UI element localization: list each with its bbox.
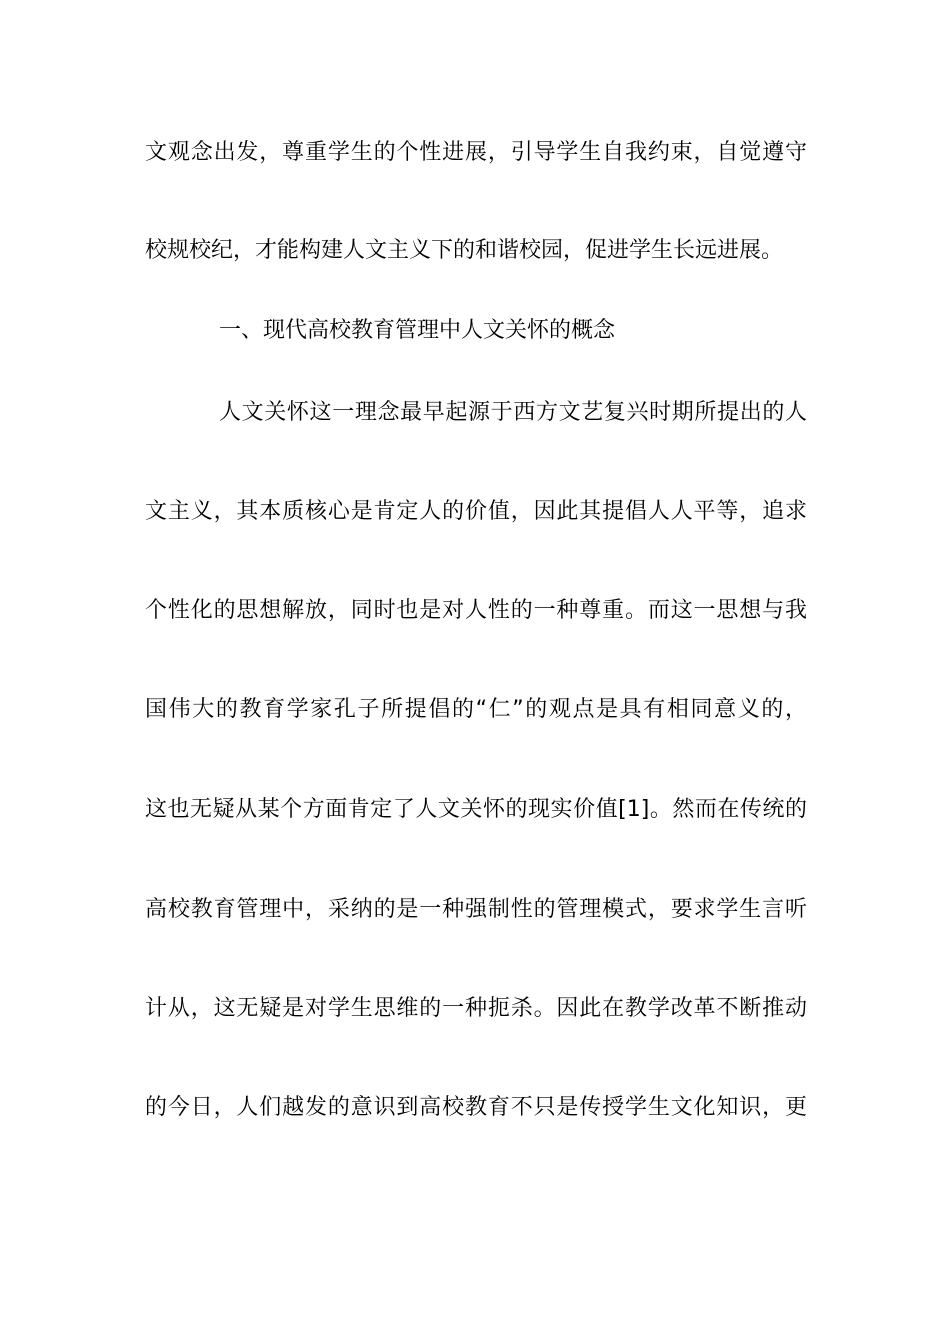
paragraph-line-8: 高校教育管理中，采纳的是一种强制性的管理模式，要求学生言听 [145,897,807,922]
paragraph-line-2: 校规校纪，才能构建人文主义下的和谐校园，促进学生长远进展。 [145,238,784,263]
paragraph-line-7: 这也无疑从某个方面肯定了人文关怀的现实价值[1]。然而在传统的 [145,797,807,822]
paragraph-line-3: 人文关怀这一理念最早起源于西方文艺复兴时期所提出的人 [219,400,807,425]
paragraph-line-5: 个性化的思想解放，同时也是对人性的一种尊重。而这一思想与我 [145,598,807,623]
paragraph-line-1: 文观念出发，尊重学生的个性进展，引导学生自我约束，自觉遵守 [145,140,807,165]
paragraph-line-6: 国伟大的教育学家孔子所提倡的“仁”的观点是具有相同意义的， [145,697,807,722]
paragraph-line-4: 文主义，其本质核心是肯定人的价值，因此其提倡人人平等，追求 [145,499,807,524]
section-heading: 一、现代高校教育管理中人文关怀的概念 [219,318,616,343]
paragraph-line-9: 计从，这无疑是对学生思维的一种扼杀。因此在教学改革不断推动 [145,996,807,1021]
paragraph-line-10: 的今日，人们越发的意识到高校教育不只是传授学生文化知识，更 [145,1095,807,1120]
